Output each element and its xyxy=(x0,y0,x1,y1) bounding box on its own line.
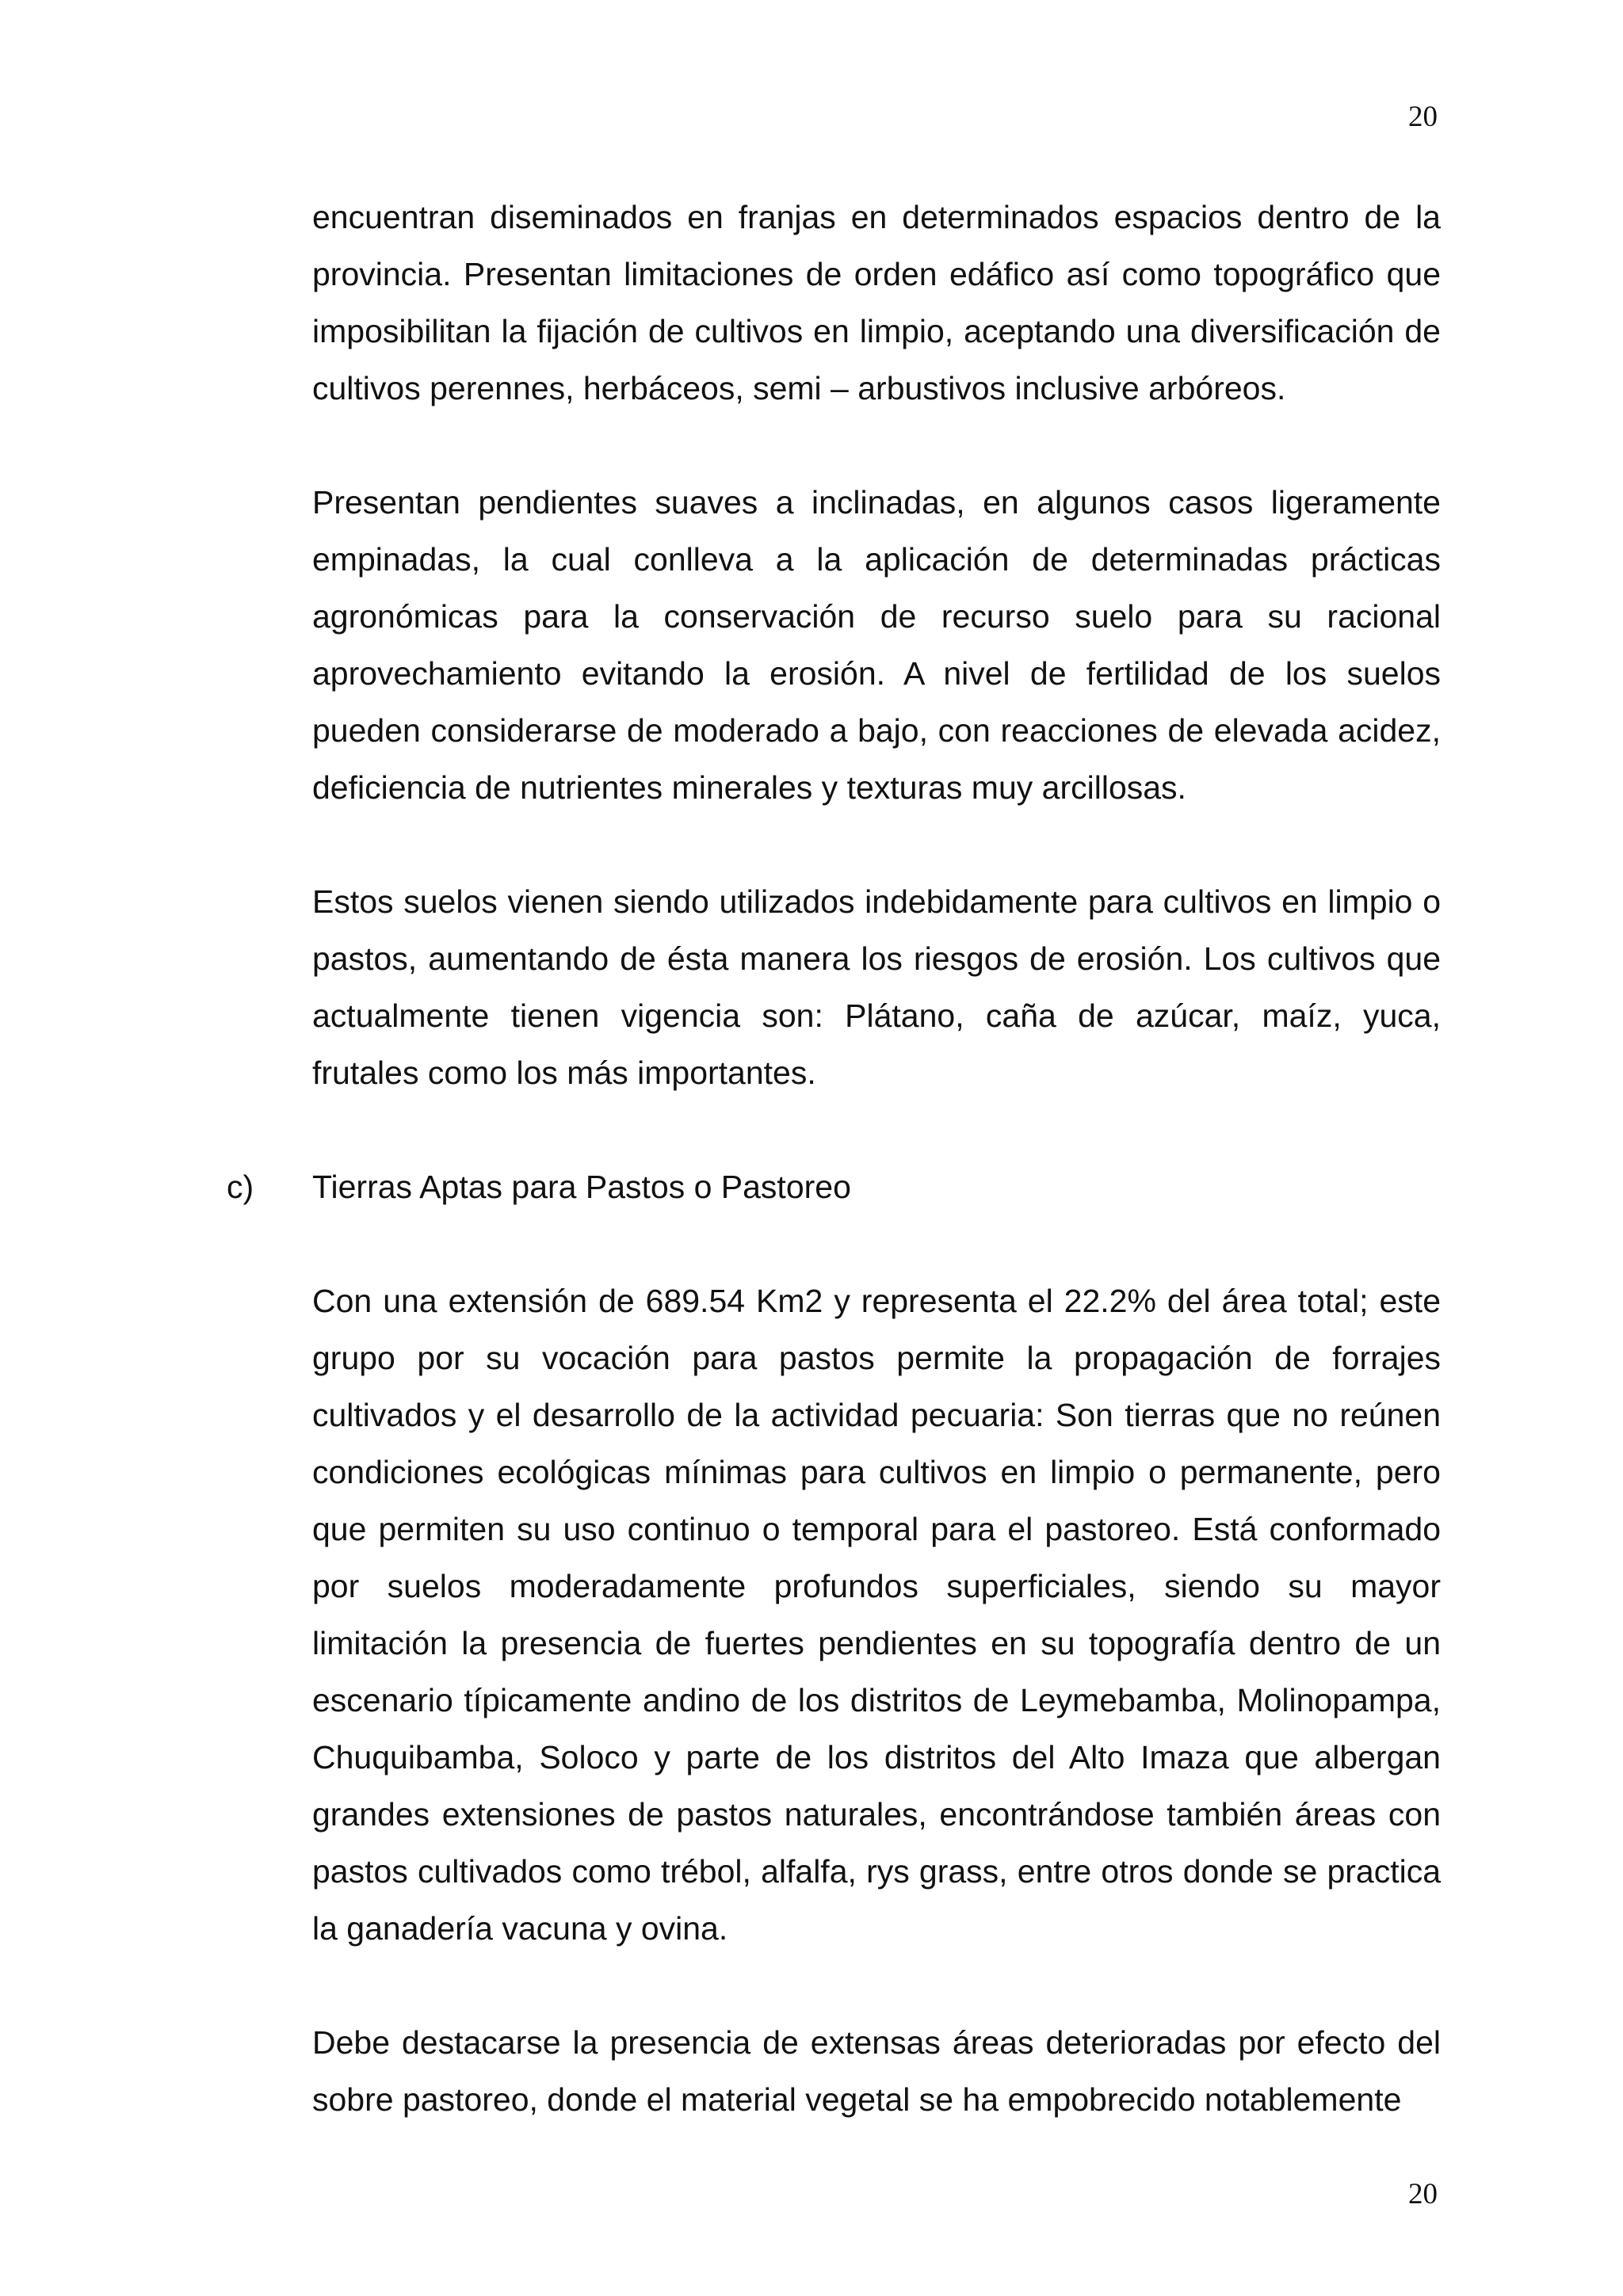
page-number-top: 20 xyxy=(1408,101,1438,133)
paragraph-soil-limitations: encuentran diseminados en franjas en determinados espacios dentro de la provincia. Presentan limitaciones de orden edáfico así como topográfico que imposibilitan la fijación de cultivos en limpio, aceptando una diversificación de cultivos perennes, herbáceos, semi – arbustivos inclusive arbóreos. xyxy=(312,199,1441,406)
section-marker: c) xyxy=(227,1169,254,1205)
paragraph-current-crops: Estos suelos vienen siendo utilizados indebidamente para cultivos en limpio o pastos, aumentando de ésta manera los riesgos de erosión. Los cultivos que actualmente tienen vigencia son: Plátano, caña de azúcar, maíz, yuca, frutales como los más importantes. xyxy=(312,883,1441,1091)
section-title: Tierras Aptas para Pastos o Pastoreo xyxy=(312,1169,851,1205)
page-number-bottom: 20 xyxy=(1408,2178,1438,2210)
paragraph-slopes-fertility: Presentan pendientes suaves a inclinadas, en algunos casos ligeramente empinadas, la cual conlleva a la aplicación de determinadas prácticas agronómicas para la conservación de recurso suelo para su racional aprovechamiento evitando la erosión. A nivel de fertilidad de los suelos pueden considerarse de moderado a bajo, con reacciones de elevada acidez, deficiencia de nutrientes minerales y texturas muy arcillosas. xyxy=(312,484,1441,806)
document-body xyxy=(227,189,1441,2128)
paragraph-overgrazing: Debe destacarse la presencia de extensas áreas deterioradas por efecto del sobre pastoreo, donde el material vegetal se ha empobrecido notablemente xyxy=(312,2024,1441,2118)
section-heading xyxy=(227,1158,1441,1215)
paragraph-pasture-lands: Con una extensión de 689.54 Km2 y representa el 22.2% del área total; este grupo por su vocación para pastos permite la propagación de forrajes cultivados y el desarrollo de la actividad pecuaria: Son tierras que no reúnen condiciones ecológicas mínimas para cultivos en limpio o permanente, pero que permiten su uso continuo o temporal para el pastoreo. Está conformado por suelos moderadamente profundos superficiales, siendo su mayor limitación la presencia de fuertes pendientes en su topografía dentro de un escenario típicamente andino de los distritos de Leymebamba, Molinopampa, Chuquibamba, Soloco y parte de los distritos del Alto Imaza que albergan grandes extensiones de pastos naturales, encontrándose también áreas con pastos cultivados como trébol, alfalfa, rys grass, entre otros donde se practica la ganadería vacuna y ovina. xyxy=(312,1283,1441,1947)
